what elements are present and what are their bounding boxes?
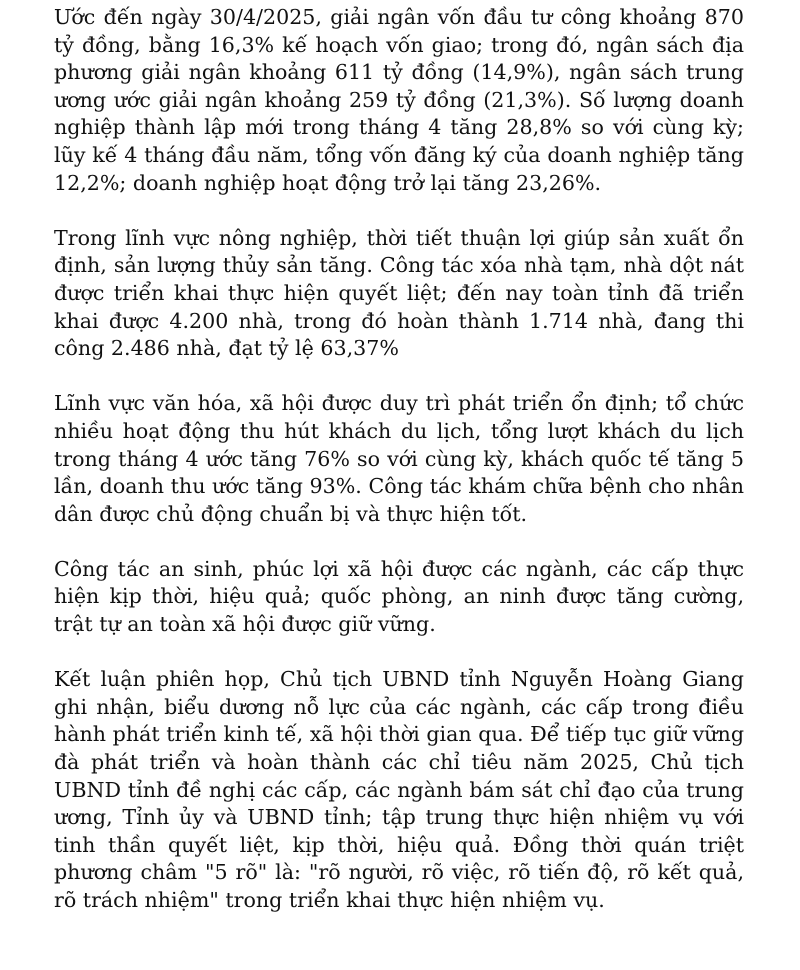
- paragraph-public-investment: Ước đến ngày 30/4/2025, giải ngân vốn đầu tư công khoảng 870 tỷ đồng, bằng 16,3% kế hoạch vốn giao; trong đó, ngân sách địa phương giải ngân khoảng 611 tỷ đồng (14,9%), ngân sách trung ương ước giải ngân khoảng 259 tỷ đồng (21,3%). Số lượng doanh nghiệp thành lập mới trong tháng 4 tăng 28,8% so với cùng kỳ; lũy kế 4 tháng đầu năm, tổng vốn đăng ký của doanh nghiệp tăng 12,2%; doanh nghiệp hoạt động trở lại tăng 23,26%.: [54, 5, 744, 195]
- article-body: [54, 4, 744, 915]
- paragraph-agriculture: Trong lĩnh vực nông nghiệp, thời tiết thuận lợi giúp sản xuất ổn định, sản lượng thủy sản tăng. Công tác xóa nhà tạm, nhà dột nát được triển khai thực hiện quyết liệt; đến nay toàn tỉnh đã triển khai được 4.200 nhà, trong đó hoàn thành 1.714 nhà, đang thi công 2.486 nhà, đạt tỷ lệ 63,37%: [54, 225, 744, 361]
- paragraph-culture-society: Lĩnh vực văn hóa, xã hội được duy trì phát triển ổn định; tổ chức nhiều hoạt động thu hút khách du lịch, tổng lượt khách du lịch trong tháng 4 ước tăng 76% so với cùng kỳ, khách quốc tế tăng 5 lần, doanh thu ước tăng 93%. Công tác khám chữa bệnh cho nhân dân được chủ động chuẩn bị và thực hiện tốt.: [54, 391, 744, 526]
- paragraph-conclusion: Kết luận phiên họp, Chủ tịch UBND tỉnh Nguyễn Hoàng Giang ghi nhận, biểu dương nỗ lực của các ngành, các cấp trong điều hành phát triển kinh tế, xã hội thời gian qua. Để tiếp tục giữ vững đà phát triển và hoàn thành các chỉ tiêu năm 2025, Chủ tịch UBND tỉnh đề nghị các cấp, các ngành bám sát chỉ đạo của trung ương, Tỉnh ủy và UBND tỉnh; tập trung thực hiện nhiệm vụ với tinh thần quyết liệt, kịp thời, hiệu quả. Đồng thời quán triệt phương châm "5 rõ" là: "rõ người, rõ việc, rõ tiến độ, rõ kết quả, rõ trách nhiệm" trong triển khai thực hiện nhiệm vụ.: [54, 667, 744, 912]
- paragraph-social-security: Công tác an sinh, phúc lợi xã hội được các ngành, các cấp thực hiện kịp thời, hiệu quả; quốc phòng, an ninh được tăng cường, trật tự an toàn xã hội được giữ vững.: [54, 556, 744, 637]
